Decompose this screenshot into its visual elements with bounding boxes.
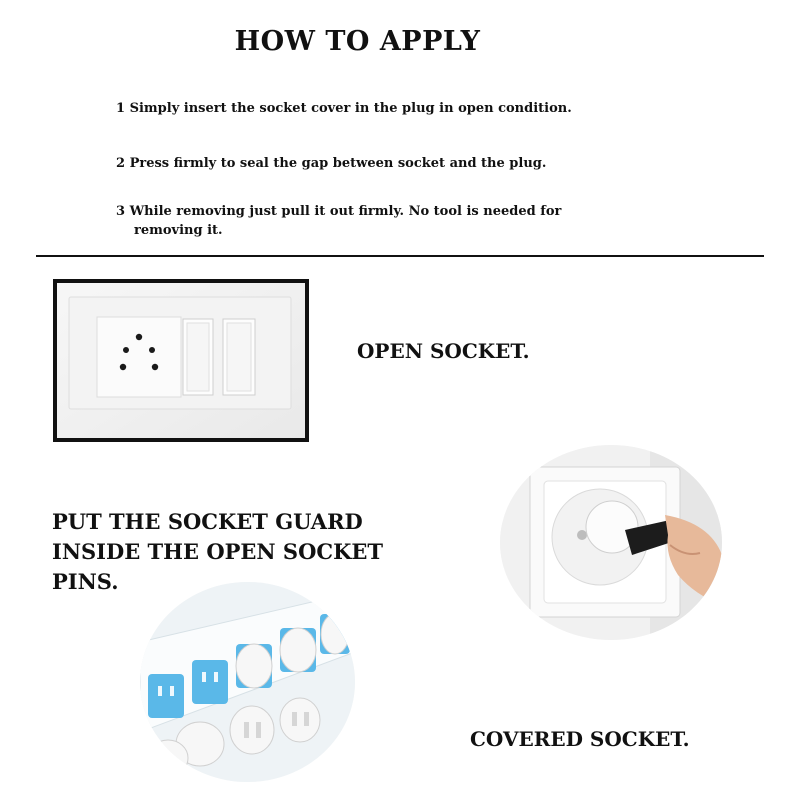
step-1 <box>116 99 716 118</box>
plug-in-socket-drawing <box>500 445 722 640</box>
section-divider <box>36 255 764 257</box>
open-socket-label: OPEN SOCKET. <box>357 339 530 363</box>
step-3-number: 3 <box>116 204 126 219</box>
instruction-line-2: INSIDE THE OPEN SOCKET <box>52 539 383 564</box>
step-1-number: 1 <box>116 101 126 116</box>
instruction-text <box>52 507 383 597</box>
step-2 <box>116 154 716 173</box>
covered-socket-label: COVERED SOCKET. <box>470 727 690 751</box>
step-3 <box>116 202 716 240</box>
socket-guards-photo <box>140 582 355 782</box>
step-2-text: Press firmly to seal the gap between socket and the plug. <box>129 156 547 171</box>
instruction-line-1: PUT THE SOCKET GUARD <box>52 509 363 534</box>
step-3-text: While removing just pull it out firmly. No tool is needed for <box>129 204 562 219</box>
page-title: HOW TO APPLY <box>234 26 481 57</box>
power-strip-drawing <box>140 582 355 782</box>
step-2-number: 2 <box>116 156 126 171</box>
step-3-continuation: removing it. <box>134 223 223 238</box>
open-socket-drawing <box>57 283 305 438</box>
open-socket-illustration <box>53 279 309 442</box>
covered-socket-photo <box>500 445 722 640</box>
instruction-line-3: PINS. <box>52 569 119 594</box>
step-1-text: Simply insert the socket cover in the plug in open condition. <box>129 101 572 116</box>
